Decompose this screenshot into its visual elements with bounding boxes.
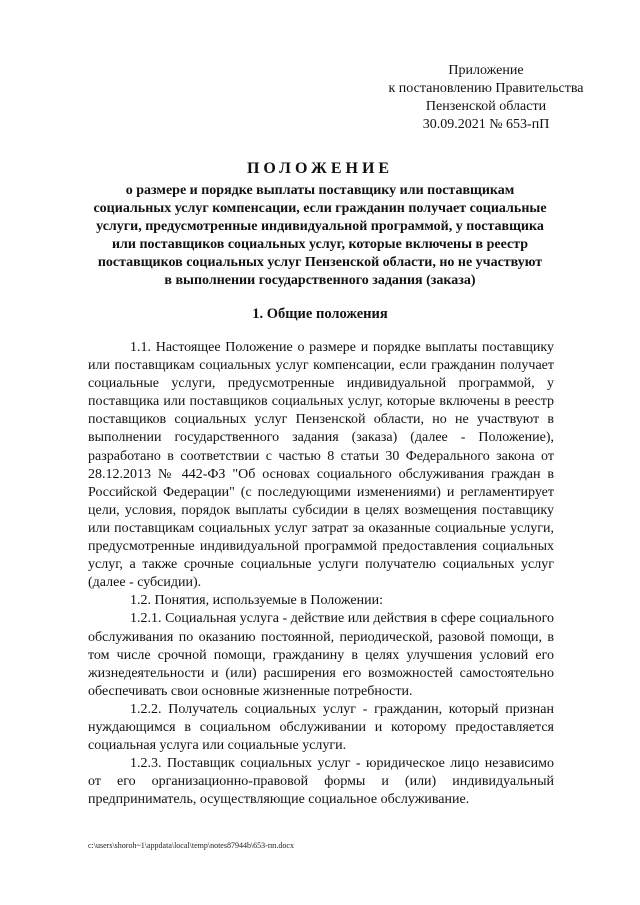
section-heading: 1. Общие положения <box>252 306 388 322</box>
paragraph-1-1: 1.1. Настоящее Положение о размере и порядке выплаты поставщику или поставщикам социальных услуг компенсации, если гражданин получает социальные услуги, предусмотренные индивидуальной программой, у поставщика или поставщиков социальных услуг, которые включены в реестр поставщиков социальных услуг Пензенской области, но не участвуют в выполнении государственного задания (заказа) (далее - Положение), разработано в соответствии с частью 8 статьи 30 Федерального закона от 28.12.2013 № 442-ФЗ "Об основах социального обслуживания граждан в Российской Федерации" (с последующими изменениями) и регламентирует цели, условия, порядок выплаты субсидии в целях возмещения поставщику или поставщикам социальных услуг затрат за оказанные социальные услуги, предусмотренные индивидуальной программой предоставления социальных услуг, а также срочные социальные услуги получателю социальных услуг (далее - субсидии). <box>88 340 554 591</box>
subtitle-line: поставщиков социальных услуг Пензенской области, но не участвуют <box>97 255 543 270</box>
paragraph-1-2-3: 1.2.3. Поставщик социальных услуг - юридическое лицо независимо от его организационно-правовой формы и (или) индивидуальный предприниматель, осуществляющие социальное обслуживание. <box>88 756 554 808</box>
paragraph-1-2-2: 1.2.2. Получатель социальных услуг - гражданин, который признан нуждающимся в социальном обслуживании и которому предоставляется социальная услуга или социальные услуги. <box>88 701 554 754</box>
appendix-line-3: Пензенской области <box>425 99 547 114</box>
appendix-line-1: Приложение <box>448 63 524 78</box>
subtitle-line: или поставщиков социальных услуг, которые включены в реестр <box>111 237 529 252</box>
document-subtitle <box>80 182 560 290</box>
document-body <box>88 339 554 809</box>
subtitle-line: социальных услуг компенсации, если гражданин получает социальные <box>93 201 547 216</box>
subtitle-line: в выполнении государственного задания (заказа) <box>164 273 476 288</box>
paragraph-1-2: 1.2. Понятия, используемые в Положении: <box>130 593 383 609</box>
subtitle-line: услуги, предусмотренные индивидуальной программой, у поставщика <box>96 219 544 234</box>
appendix-line-4: 30.09.2021 № 653-пП <box>422 117 550 132</box>
document-title: ПОЛОЖЕНИЕ <box>246 160 394 177</box>
paragraph-1-2-1: 1.2.1. Социальная услуга - действие или действия в сфере социального обслуживания по оказанию постоянной, периодической, разовой помощи, в том числе срочной помощи, гражданину в целях улучшения условий его жизнедеятельности и (или) расширения его возможностей самостоятельно обеспечивать свои основные жизненные потребности. <box>88 611 554 699</box>
appendix-header <box>386 62 586 134</box>
file-path-footer: c:\users\shoroh~1\appdata\local\temp\notes87944b\653-пп.docx <box>88 841 294 850</box>
appendix-line-2: к постановлению Правительства <box>388 81 584 96</box>
subtitle-line: о размере и порядке выплаты поставщику или поставщикам <box>125 183 515 198</box>
